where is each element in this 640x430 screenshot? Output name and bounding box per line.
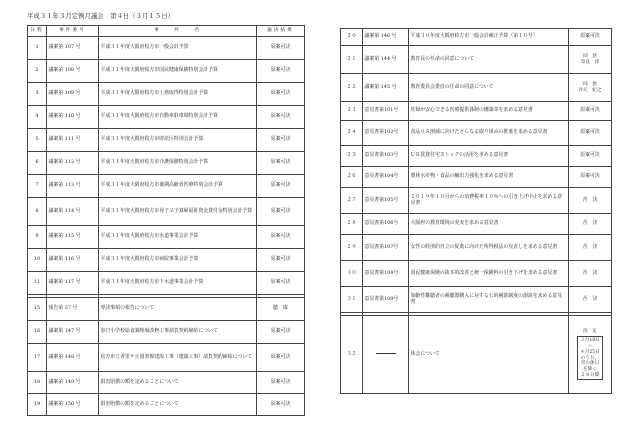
row-number: 議案第 148 号: [47, 344, 99, 372]
row-day: ２２: [341, 74, 363, 102]
row-day: 5: [28, 129, 47, 152]
no-number-dash: [376, 353, 396, 354]
table-row: [341, 235, 612, 261]
row-title: 専決事項の報告について: [99, 298, 257, 321]
row-day: ２０: [341, 29, 363, 46]
table-row: [341, 316, 612, 394]
row-number: 意見書第103号: [363, 146, 409, 167]
row-result: 原案可決: [257, 106, 305, 129]
recess-period-box: [577, 336, 603, 380]
row-day: 1: [28, 37, 47, 60]
row-result: 原案可決: [569, 102, 612, 121]
row-title: ＵＲ賃貸住宅ストックの活用を求める意見書: [409, 146, 569, 167]
row-result: [569, 46, 612, 74]
row-result: 原案可決: [257, 344, 305, 372]
row-title: 加齢性難聴者の補聴器購入に対する公的補助制度の創設を求める意見書: [409, 287, 569, 313]
row-title: 春日小学校給食調理場改修工事請負契約締結について: [99, 321, 257, 344]
row-number: 議案第 117 号: [47, 272, 99, 295]
row-title: 食品ロス削減に向けたさらなる取り組みの推進を求める意見書: [409, 121, 569, 146]
table-row: [28, 175, 305, 198]
row-title: 平成３１年度大阪府枚方市後期高齢者医療特別会計予算: [99, 175, 257, 198]
row-day: 9: [28, 226, 47, 249]
row-result: 否 決: [569, 261, 612, 287]
row-result: 否 決: [569, 188, 612, 214]
row-result: 原案可決: [257, 272, 305, 295]
row-number: 議案第 113 号: [47, 175, 99, 198]
table-row: [28, 344, 305, 372]
row-title: 大阪府の教育環境の充実を求める意見書: [409, 214, 569, 235]
row-day: ３０: [341, 261, 363, 287]
table-row: [341, 102, 612, 121]
result-label: 同 意: [583, 81, 597, 87]
header-result: 議決結果: [257, 26, 305, 37]
row-number: 意見書第105号: [363, 188, 409, 214]
appointee-name: 奈良 渉: [580, 59, 600, 65]
row-title: 休会について: [409, 316, 569, 394]
table-row: [28, 106, 305, 129]
row-day: ２６: [341, 167, 363, 188]
result-label: 同 意: [583, 53, 597, 59]
row-number: 議案第 149 号: [47, 372, 99, 394]
row-number: 意見書第107号: [363, 235, 409, 261]
row-title: 妊婦が安心できる医療提供体制の構築等を求める意見書: [409, 102, 569, 121]
row-title: 平成３０年度大阪府枚方市一般会計補正予算（第１０号）: [409, 29, 569, 46]
recess-line: ～: [587, 344, 593, 350]
row-day: ２５: [341, 146, 363, 167]
row-number: 議案第 110 号: [47, 106, 99, 129]
row-result: 原案可決: [569, 167, 612, 188]
row-result: 原案可決: [569, 29, 612, 46]
row-number: 議案第 150 号: [47, 394, 99, 416]
row-number: 議案第 112 号: [47, 152, 99, 175]
table-row: [28, 83, 305, 106]
table-row: [341, 167, 612, 188]
row-title: 平成３１年度大阪府枚方市自動車駐車場特別会計予算: [99, 106, 257, 129]
row-day: 17: [28, 344, 47, 372]
row-title: 平成３１年度大阪府枚方市一般会計予算: [99, 37, 257, 60]
row-title: 国民健康保険の抜本的改善と統一保険料の引き下げを求める意見書: [409, 261, 569, 287]
row-result: 原案可決: [257, 226, 305, 249]
row-number: 意見書第102号: [363, 121, 409, 146]
row-number: [363, 316, 409, 394]
row-number: 報告第 27 号: [47, 298, 99, 321]
row-title: 平成３１年度大阪府枚方市下水道事業会計予算: [99, 272, 257, 295]
row-day: ３１: [341, 287, 363, 313]
row-result: 原案可決: [257, 129, 305, 152]
row-number: 議案第 144 号: [363, 46, 409, 74]
table-row: [341, 214, 612, 235]
table-row: [341, 146, 612, 167]
row-result: 原案可決: [257, 37, 305, 60]
header-day: 日程: [28, 26, 47, 37]
row-title: ２０１９年１０月からの消費税率１０％への引き上げ中止を求める意見書: [409, 188, 569, 214]
row-number: 意見書第104号: [363, 167, 409, 188]
row-number: 議案第 111 号: [47, 129, 99, 152]
table-row: [28, 272, 305, 295]
page-heading: 平成３１年３月定例月議会 第４日（３月１５日）: [27, 12, 174, 20]
row-result: 否 決: [569, 214, 612, 235]
row-result: 聴 取: [257, 298, 305, 321]
row-result: 原案可決: [569, 146, 612, 167]
table-row: [28, 321, 305, 344]
table-row: [341, 188, 612, 214]
row-day: 10: [28, 249, 47, 272]
recess-line: ４月25日: [580, 349, 600, 355]
row-number: 議案第 107 号: [47, 37, 99, 60]
row-day: ２４: [341, 121, 363, 146]
table-row: [28, 226, 305, 249]
row-title: 教育長の任命の同意について: [409, 46, 569, 74]
row-day: 2: [28, 60, 47, 83]
row-day: ２８: [341, 214, 363, 235]
recess-line: を除く: [583, 366, 597, 372]
row-number: 意見書第106号: [363, 214, 409, 235]
row-title: 平成３１年度大阪府枚方市財産区特別会計予算: [99, 129, 257, 152]
row-number: 議案第 109 号: [47, 83, 99, 106]
row-result: 原案可決: [257, 394, 305, 416]
row-day: 18: [28, 372, 47, 394]
table-row: [28, 298, 305, 321]
table-row: [28, 152, 305, 175]
table-row: [341, 261, 612, 287]
agenda-table-right: [340, 28, 612, 394]
row-number: 意見書第109号: [363, 287, 409, 313]
table-row: [341, 46, 612, 74]
table-row: [28, 129, 305, 152]
row-title: 農林水産物・食品の輸出力強化を求める意見書: [409, 167, 569, 188]
row-result: 原案可決: [257, 321, 305, 344]
row-result: 原案可決: [257, 198, 305, 226]
table-row: [341, 74, 612, 102]
row-number: 議案第 147 号: [47, 321, 99, 344]
row-title: 女性の経済的自立の促進に向けた所得税法の見直しを求める意見書: [409, 235, 569, 261]
row-number: 議案第 115 号: [47, 226, 99, 249]
row-result: 原案可決: [257, 152, 305, 175]
row-title: 損害賠償の額を定めることについて: [99, 394, 257, 416]
table-row: [28, 198, 305, 226]
row-number: 議案第 108 号: [47, 60, 99, 83]
row-title: 損害賠償の額を定めることについて: [99, 372, 257, 394]
table-row: [28, 37, 305, 60]
table-header-row: [28, 26, 305, 37]
table-row: [28, 249, 305, 272]
row-title: 平成３１年度大阪府枚方市土地取得特別会計予算: [99, 83, 257, 106]
row-day: 8: [28, 198, 47, 226]
row-title: 平成３１年度大阪府枚方市母子父子寡婦福祉資金貸付金特別会計予算: [99, 198, 257, 226]
row-title: 枚方市立香里ケ丘図書館建設工事（建築工事）請負契約締結について: [99, 344, 257, 372]
recess-line: ３月18日: [580, 338, 600, 344]
header-title: 事 件 名: [99, 26, 257, 37]
row-day: 6: [28, 152, 47, 175]
row-result: 原案可決: [257, 60, 305, 83]
header-number: 事件番号: [47, 26, 99, 37]
row-day: 4: [28, 106, 47, 129]
recess-line: ２８日間: [580, 372, 600, 378]
row-result: 否 決: [569, 235, 612, 261]
row-day: ２３: [341, 102, 363, 121]
row-day: 7: [28, 175, 47, 198]
row-number: 意見書第101号: [363, 102, 409, 121]
row-day: 15: [28, 298, 47, 321]
row-result: 原案可決: [569, 121, 612, 146]
recess-line: のうち、: [580, 355, 600, 361]
row-title: 平成３１年度大阪府枚方市病院事業会計予算: [99, 249, 257, 272]
row-result: 否 決: [569, 287, 612, 313]
row-day: 11: [28, 272, 47, 295]
row-result: 原案可決: [257, 372, 305, 394]
row-number: 議案第 114 号: [47, 198, 99, 226]
row-day: ３２: [341, 316, 363, 394]
row-day: ２７: [341, 188, 363, 214]
table-row: [341, 287, 612, 313]
row-result: 原案可決: [257, 249, 305, 272]
row-day: ２１: [341, 46, 363, 74]
row-day: 19: [28, 394, 47, 416]
row-number: 議案第 116 号: [47, 249, 99, 272]
row-number: 議案第 146 号: [363, 29, 409, 46]
table-row: [28, 394, 305, 416]
row-day: 3: [28, 83, 47, 106]
table-row: [341, 121, 612, 146]
row-title: 平成３１年度大阪府枚方市国民健康保険特別会計予算: [99, 60, 257, 83]
row-title: 平成３１年度大阪府枚方市水道事業会計予算: [99, 226, 257, 249]
table-row: [28, 60, 305, 83]
table-row: [341, 29, 612, 46]
appointee-name: 谷元 紀之: [578, 87, 602, 93]
row-result: 原案可決: [257, 83, 305, 106]
row-number: 意見書第108号: [363, 261, 409, 287]
row-title: 平成３１年度大阪府枚方市介護保険特別会計予算: [99, 152, 257, 175]
agenda-table-left: [27, 25, 305, 416]
row-title: 教育委員会委員の任命の同意について: [409, 74, 569, 102]
row-result: [569, 74, 612, 102]
row-result: 原案可決: [257, 175, 305, 198]
table-row: [28, 372, 305, 394]
row-day: 16: [28, 321, 47, 344]
recess-line: 市の休日: [580, 361, 600, 367]
result-label: 決 定: [583, 328, 597, 334]
row-result: [569, 316, 612, 394]
row-day: ２９: [341, 235, 363, 261]
row-number: 議案第 145 号: [363, 74, 409, 102]
